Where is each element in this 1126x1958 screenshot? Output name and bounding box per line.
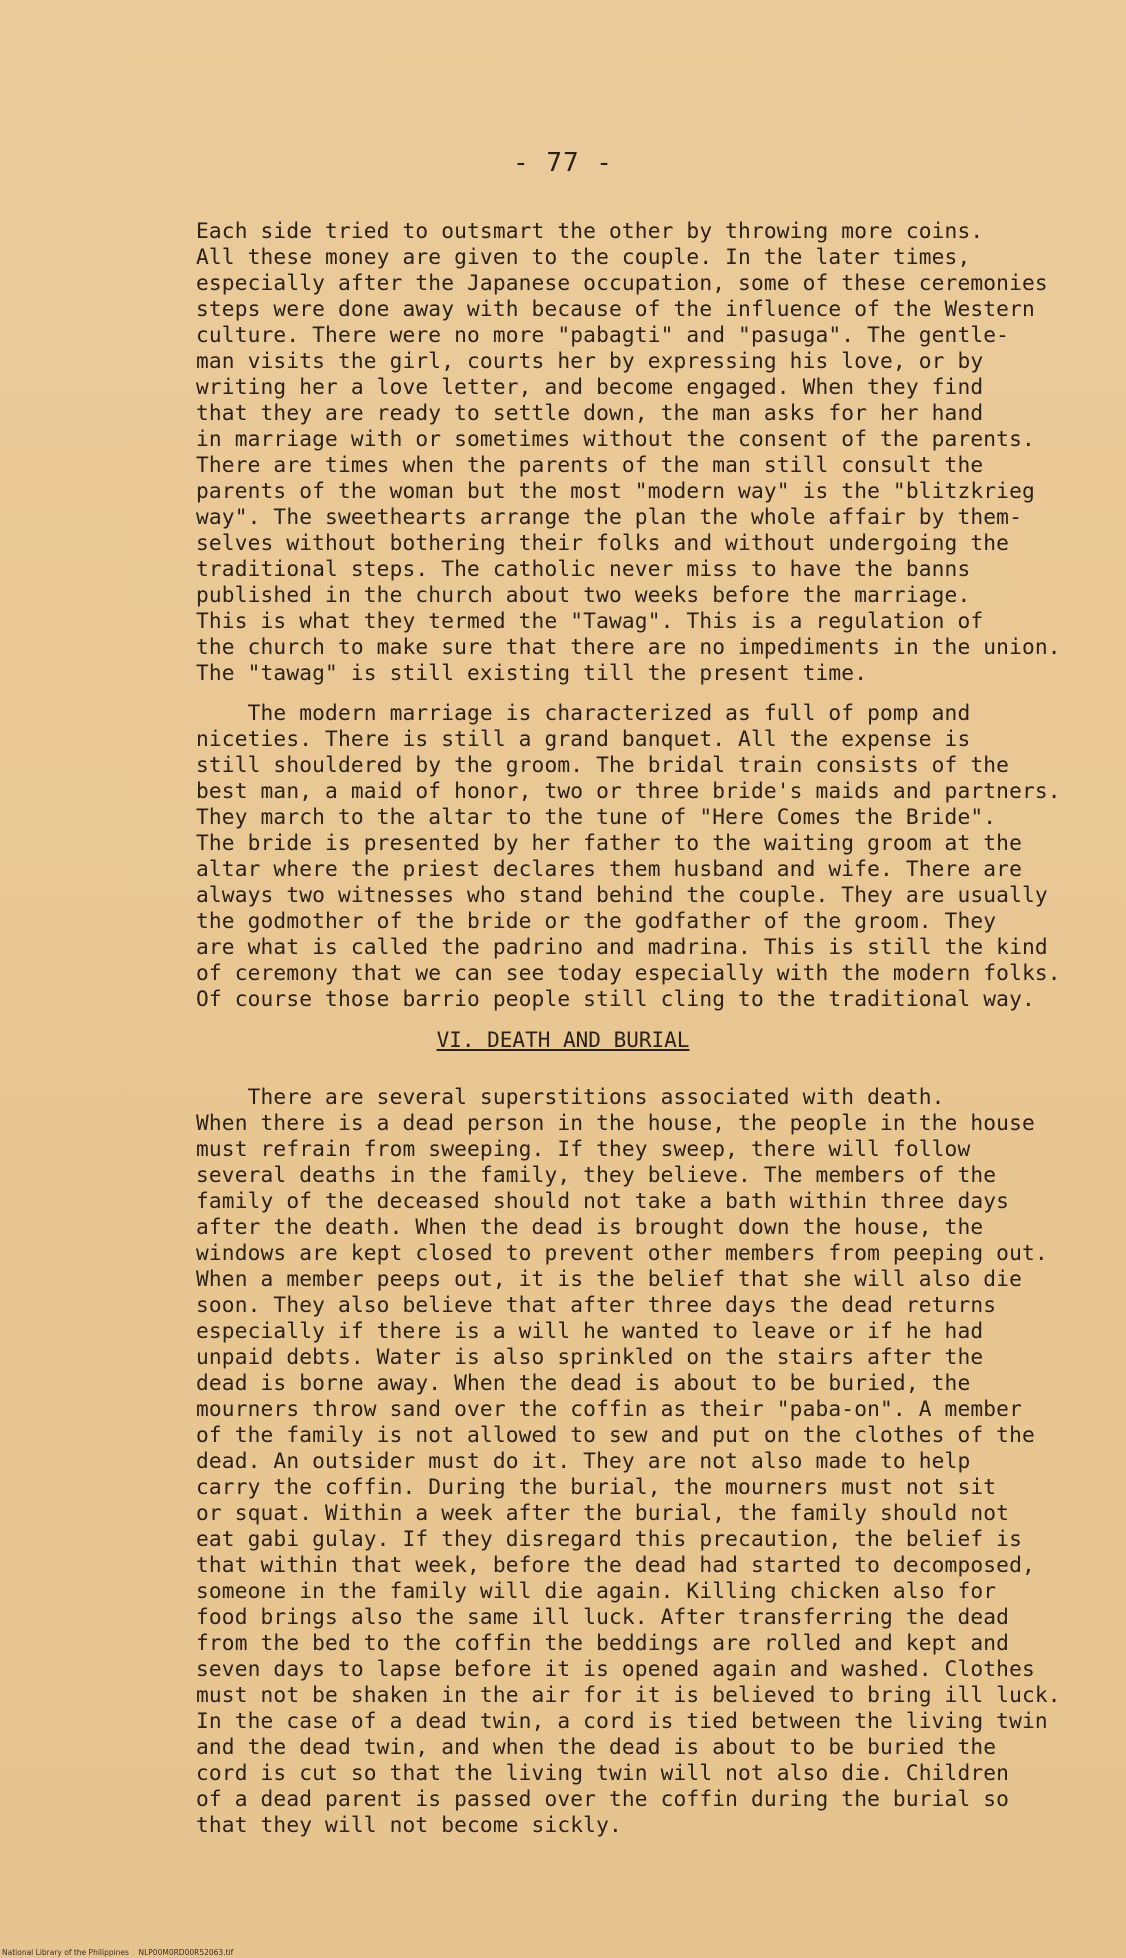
text-line: after the death. When the dead is brought down the house, the [196,1214,984,1239]
text-line: that they are ready to settle down, the man asks for her hand [196,400,984,425]
text-line: carry the coffin. During the burial, the mourners must not sit [196,1474,997,1499]
text-line: traditional steps. The catholic never miss to have the banns [196,556,971,581]
text-line: of the family is not allowed to sew and put on the clothes of the [196,1422,1035,1447]
text-line: cord is cut so that the living twin will not also die. Children [196,1760,1010,1785]
text-line: of ceremony that we can see today especially with the modern folks. [196,960,1061,985]
text-line: mourners throw sand over the coffin as their "paba-on". A member [196,1396,1022,1421]
text-line: Each side tried to outsmart the other by throwing more coins. [196,218,984,243]
text-line: writing her a love letter, and become engaged. When they find [196,374,984,399]
text-line: culture. There were no more "pabagti" and "pasuga". The gentle- [196,322,1010,347]
text-line: niceties. There is still a grand banquet. All the expense is [196,726,971,751]
text-line: in marriage with or sometimes without the consent of the parents. [196,426,1035,451]
text-line: man visits the girl, courts her by expressing his love, or by [196,348,984,373]
text-line: or squat. Within a week after the burial, the family should not [196,1500,1010,1525]
text-line: that within that week, before the dead had started to decomposed, [196,1552,1035,1577]
text-line: still shouldered by the groom. The bridal train consists of the [196,752,1010,777]
text-line: must not be shaken in the air for it is believed to bring ill luck. [196,1682,1061,1707]
section-heading-text: VI. DEATH AND BURIAL [436,1028,690,1052]
text-line: the church to make sure that there are no impediments in the union. [196,634,1061,659]
text-line: parents of the woman but the most "modern way" is the "blitzkrieg [196,478,1035,503]
text-line: steps were done away with because of the influence of the Western [196,296,1035,321]
text-line: Of course those barrio people still cling to the traditional way. [196,986,1035,1011]
text-line: always two witnesses who stand behind the couple. They are usually [196,882,1048,907]
text-line: unpaid debts. Water is also sprinkled on the stairs after the [196,1344,984,1369]
page-number: - 77 - [513,148,613,178]
text-line: The bride is presented by her father to the waiting groom at the [196,830,1022,855]
text-line: someone in the family will die again. Killing chicken also for [196,1578,997,1603]
section-heading [0,1027,1126,1053]
text-line: especially if there is a will he wanted to leave or if he had [196,1318,984,1343]
scan-footer: National Library of the Philippines NLP00M0RD00R52063.tif [2,1948,234,1957]
text-line: When a member peeps out, it is the belief that she will also die [196,1266,1022,1291]
text-line: especially after the Japanese occupation, some of these ceremonies [196,270,1048,295]
text-line: eat gabi gulay. If they disregard this precaution, the belief is [196,1526,1022,1551]
text-line: There are several superstitions associated with death. [196,1084,945,1109]
text-line: published in the church about two weeks before the marriage. [196,582,971,607]
text-line: The modern marriage is characterized as full of pomp and [196,700,971,725]
text-line: The "tawag" is still existing till the present time. [196,660,868,685]
text-line: selves without bothering their folks and without undergoing the [196,530,1010,555]
text-line: dead is borne away. When the dead is about to be buried, the [196,1370,971,1395]
text-line: and the dead twin, and when the dead is about to be buried the [196,1734,997,1759]
text-line: several deaths in the family, they believe. The members of the [196,1162,997,1187]
text-line: from the bed to the coffin the beddings are rolled and kept and [196,1630,1010,1655]
text-line: dead. An outsider must do it. They are not also made to help [196,1448,971,1473]
text-line: When there is a dead person in the house, the people in the house [196,1110,1035,1135]
text-line: that they will not become sickly. [196,1812,622,1837]
text-line: way". The sweethearts arrange the plan the whole affair by them- [196,504,1022,529]
text-line: windows are kept closed to prevent other members from peeping out. [196,1240,1048,1265]
text-line: family of the deceased should not take a bath within three days [196,1188,1010,1213]
text-line: must refrain from sweeping. If they sweep, there will follow [196,1136,971,1161]
text-line: All these money are given to the couple. In the later times, [196,244,971,269]
text-line: of a dead parent is passed over the coffin during the burial so [196,1786,1010,1811]
text-line: food brings also the same ill luck. After transferring the dead [196,1604,1010,1629]
text-line: This is what they termed the "Tawag". This is a regulation of [196,608,984,633]
text-line: altar where the priest declares them husband and wife. There are [196,856,1022,881]
text-line: the godmother of the bride or the godfather of the groom. They [196,908,997,933]
text-line: In the case of a dead twin, a cord is tied between the living twin [196,1708,1048,1733]
text-line: soon. They also believe that after three days the dead returns [196,1292,997,1317]
text-line: seven days to lapse before it is opened again and washed. Clothes [196,1656,1035,1681]
text-line: best man, a maid of honor, two or three bride's maids and partners. [196,778,1061,803]
text-line: are what is called the padrino and madrina. This is still the kind [196,934,1048,959]
text-line: There are times when the parents of the man still consult the [196,452,984,477]
text-line: They march to the altar to the tune of "Here Comes the Bride". [196,804,997,829]
